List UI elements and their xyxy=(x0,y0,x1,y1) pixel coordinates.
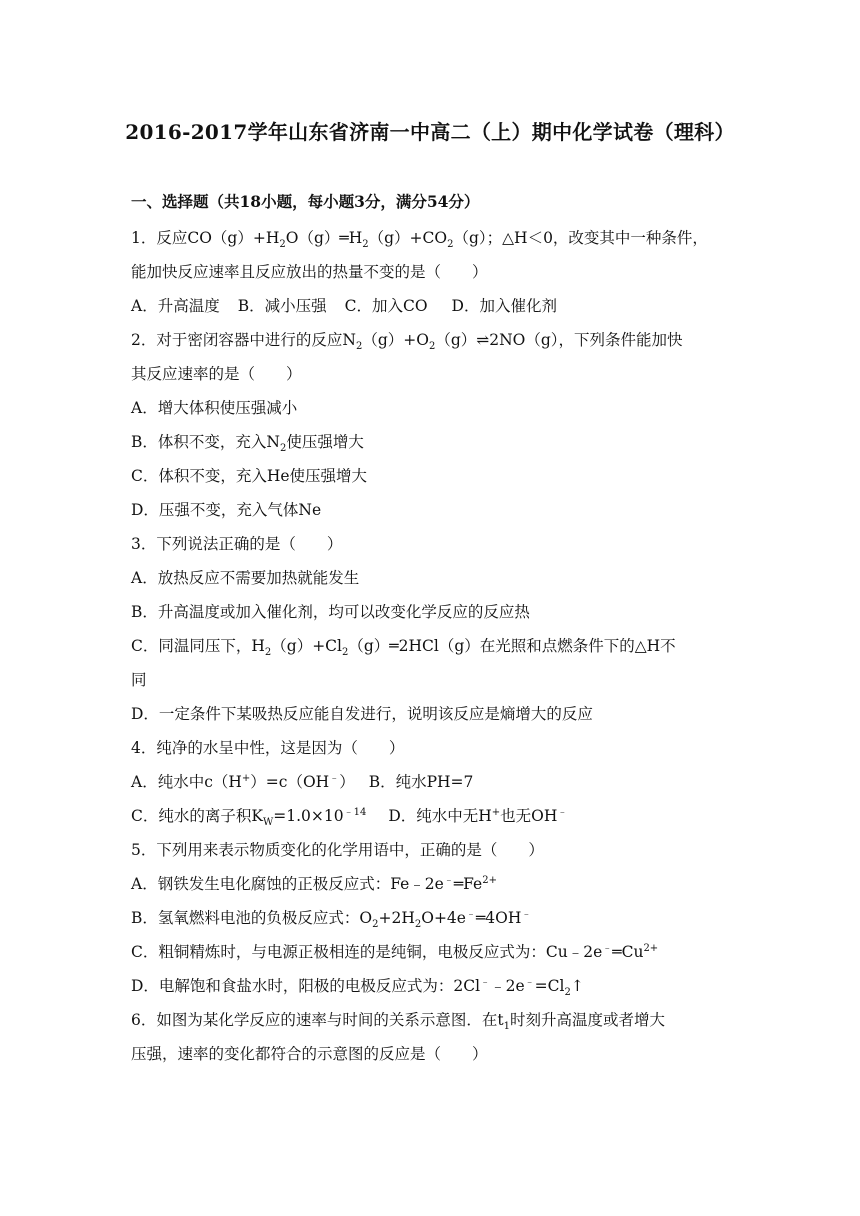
q1-option-d: D．加入催化剂 xyxy=(451,297,557,315)
q1-option-a: A．升高温度 xyxy=(131,297,220,315)
q4-option-c: C．纯水的离子积$K_W=1.0\times 10^{﹣14}$ xyxy=(131,806,367,829)
q1-option-b: B．减小压强 xyxy=(237,297,327,315)
q3-option-c: C．同温同压下，$H_2(g)+Cl_2(g)═2HCl(g)$在光照和点燃条件下的△H不 xyxy=(131,637,676,659)
q3-option-b: B．升高温度或加入催化剂，均可以改变化学反应的反应热 xyxy=(131,603,530,621)
q2-option-a: A．增大体积使压强减小 xyxy=(131,399,298,417)
question-4-stem: 4．纯净的水呈中性，这是因为（ ） xyxy=(131,739,405,757)
q2-option-d: D．压强不变，充入气体Ne xyxy=(131,501,322,519)
question-1-options xyxy=(131,294,557,316)
question-2-stem: 2．对于密闭容器中进行的反应$N_2(g)+O_2(g)\rightleftharpoons 2NO(g)$，下列条件能加快 xyxy=(131,331,683,353)
question-6-stem-cont: 压强，速率的变化都符合的示意图的反应是（ ） xyxy=(131,1045,488,1063)
q5-option-a: A．钢铁发生电化腐蚀的正极反应式：$Fe﹣2e^﹣═Fe^{2+}$ xyxy=(131,874,497,893)
q5-option-b: B．氢氧燃料电池的负极反应式：$O_2+2H_2O+4e^﹣═4OH^﹣$ xyxy=(131,908,532,931)
question-2-stem-cont: 其反应速率的是（ ） xyxy=(131,365,302,383)
q4-option-a: A．纯水中c（H+）=c（OH﹣） xyxy=(131,772,355,791)
exam-title: 2016-2017学年山东省济南一中高二（上）期中化学试卷（理科） xyxy=(125,120,735,144)
q3-option-d: D．一定条件下某吸热反应能自发进行，说明该反应是熵增大的反应 xyxy=(131,705,593,723)
question-5-stem: 5．下列用来表示物质变化的化学用语中，正确的是（ ） xyxy=(131,841,544,859)
q1-option-c: C．加入CO xyxy=(344,297,428,315)
q2-option-c: C．体积不变，充入He使压强增大 xyxy=(131,467,368,485)
q3-option-a: A．放热反应不需要加热就能发生 xyxy=(131,569,360,587)
section-header: 一、选择题（共18小题，每小题3分，满分54分） xyxy=(131,192,480,211)
question-1-stem: 1．反应$CO(g)+H_2O(g)═H_2(g)+CO_2(g)$；△H＜0，改变其中一种条件， xyxy=(131,229,708,251)
question-1-stem-cont: 能加快反应速率且反应放出的热量不变的是（ ） xyxy=(131,263,488,281)
q5-option-c: C．粗铜精炼时，与电源正极相连的是纯铜，电极反应式为：$Cu﹣2e^﹣═Cu^{2+}$ xyxy=(131,942,659,961)
question-4-options-ab xyxy=(131,770,473,792)
question-6-stem: 6．如图为某化学反应的速率与时间的关系示意图．在$t_1$时刻升高温度或者增大 xyxy=(131,1011,665,1033)
question-3-stem: 3．下列说法正确的是（ ） xyxy=(131,535,343,553)
q4-option-d: D．纯水中无H+也无OH﹣ xyxy=(388,806,568,825)
q5-option-d: D．电解饱和食盐水时，阳极的电极反应式为：$2Cl^﹣﹣2e^﹣=Cl_2↑$ xyxy=(131,976,584,999)
q3-option-c-cont: 同 xyxy=(131,671,147,689)
q2-option-b: B．体积不变，充入$N_2$使压强增大 xyxy=(131,433,364,455)
q4-option-b: B．纯水PH=7 xyxy=(368,773,474,791)
question-4-options-cd xyxy=(131,804,568,829)
